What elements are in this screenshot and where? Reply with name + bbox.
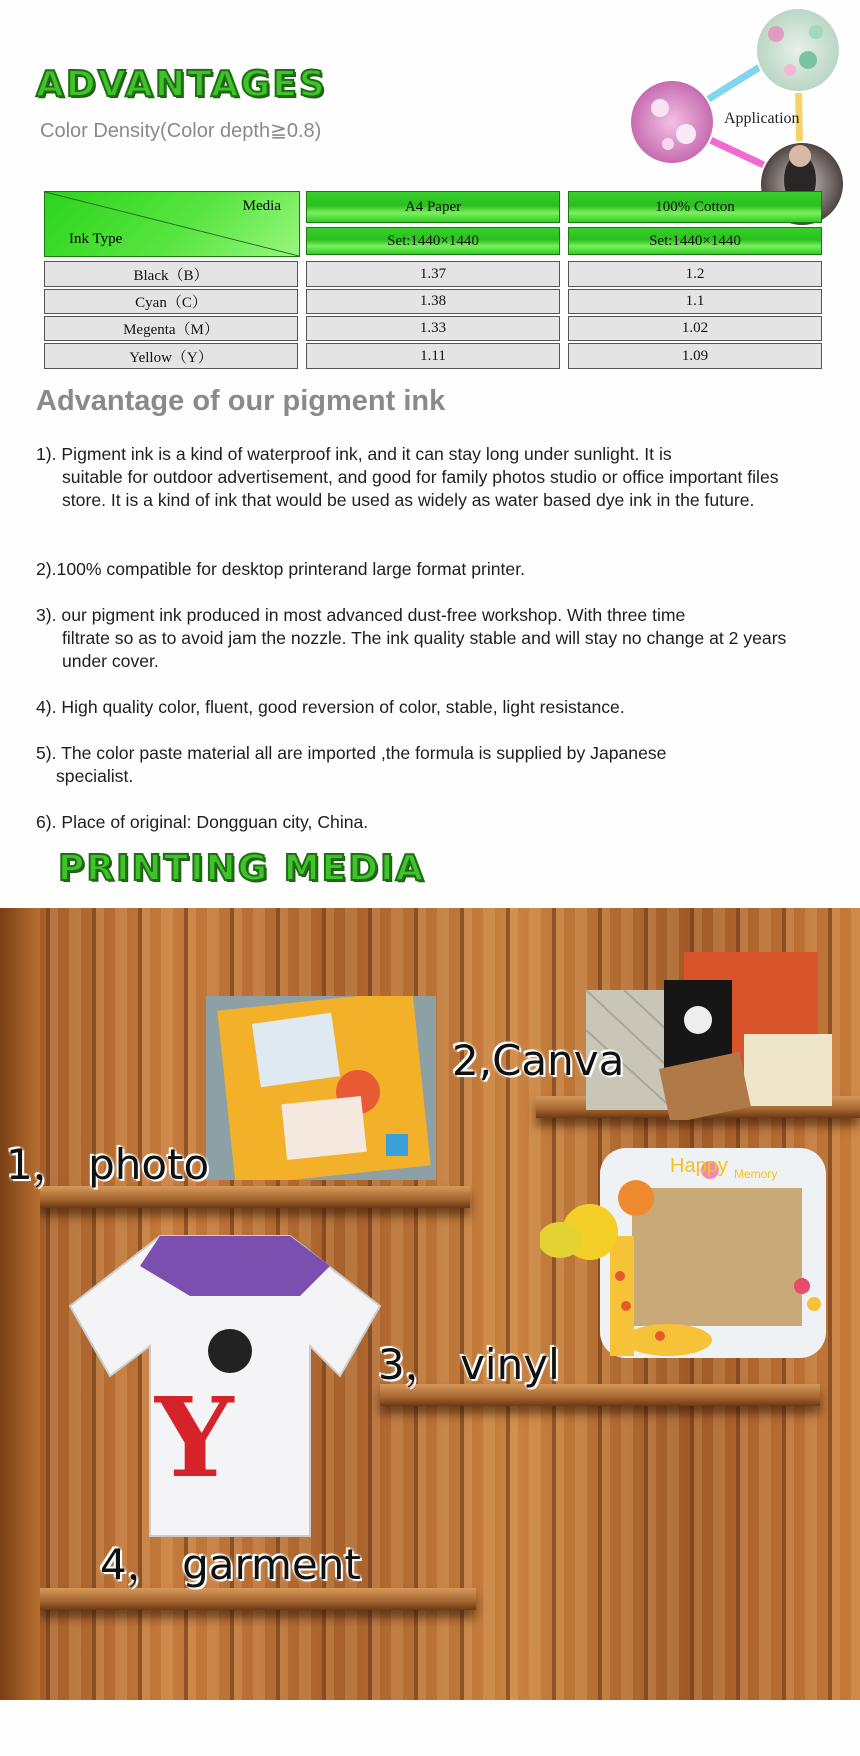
printed-t-shirt-icon: [60, 1226, 390, 1546]
printing-media-title: PRINTING MEDIA: [58, 848, 426, 889]
advantage-point: [36, 742, 826, 788]
column-set-a4-paper: Set:1440×1440: [306, 227, 560, 255]
media-label-photo: 1， photo: [6, 1140, 210, 1189]
row-cotton-value: 1.2: [568, 261, 822, 287]
media-label-canva: 2,Canva: [452, 1036, 625, 1085]
shopping-bags-icon: [584, 950, 834, 1120]
point-first-line: 1). Pigment ink is a kind of waterproof ink, and it can stay long under sunlight. It is: [36, 444, 672, 464]
point-continuation: filtrate so as to avoid jam the nozzle. The ink quality stable and will stay no change at 2 years under cover.: [62, 628, 787, 671]
advantage-point: [36, 558, 826, 581]
photo-paper-pack-icon: [206, 996, 436, 1180]
point-continuation: suitable for outdoor advertisement, and good for family photos studio or office important files store. It is a kind of ink that would be used as widely as water based dye ink in the future.: [62, 467, 779, 510]
advantages-title: ADVANTAGES: [36, 64, 327, 105]
column-set-cotton: Set:1440×1440: [568, 227, 822, 255]
frame-memory-text: Memory: [734, 1167, 778, 1181]
pigment-advantage-heading: Advantage of our pigment ink: [36, 385, 446, 417]
application-label: Application: [724, 110, 800, 127]
row-a4-value: 1.37: [306, 261, 560, 287]
row-ink-label: Black（B）: [44, 261, 298, 287]
wooden-shelf-scene: [0, 908, 860, 1700]
row-ink-label: Cyan（C）: [44, 289, 298, 314]
media-header-label: Media: [242, 198, 281, 214]
column-header-a4-paper: A4 Paper: [306, 191, 560, 223]
row-cotton-value: 1.09: [568, 343, 822, 369]
row-a4-value: 1.33: [306, 316, 560, 341]
table-corner-header: [44, 191, 300, 257]
advantage-point: [36, 443, 826, 512]
row-a4-value: 1.11: [306, 343, 560, 369]
media-label-garment: 4， garment: [100, 1540, 361, 1589]
row-ink-label: Megenta（M）: [44, 316, 298, 341]
frame-happy-text: Happy: [670, 1155, 728, 1177]
row-a4-value: 1.38: [306, 289, 560, 314]
shelf-side-panel: [0, 908, 40, 1700]
advantage-point: [36, 811, 826, 834]
point-first-line: 3). our pigment ink produced in most advanced dust-free workshop. With three time: [36, 605, 686, 625]
row-ink-label: Yellow（Y）: [44, 343, 298, 369]
giraffe-photo-frame-icon: [540, 1136, 830, 1372]
row-cotton-value: 1.02: [568, 316, 822, 341]
svg-text:Y: Y: [155, 1373, 234, 1502]
point-first-line: 6). Place of original: Dongguan city, China.: [36, 812, 369, 832]
color-density-subtitle: Color Density(Color depth≧0.8): [40, 120, 322, 142]
media-label-vinyl: 3， vinyl: [378, 1340, 560, 1389]
point-first-line: 5). The color paste material all are imported ,the formula is supplied by Japanese: [36, 743, 667, 763]
row-cotton-value: 1.1: [568, 289, 822, 314]
point-continuation: specialist.: [56, 766, 134, 786]
point-first-line: 4). High quality color, fluent, good reversion of color, stable, light resistance.: [36, 697, 625, 717]
point-first-line: 2).100% compatible for desktop printerand large format printer.: [36, 559, 525, 579]
advantage-point: [36, 604, 826, 673]
column-header-cotton: 100% Cotton: [568, 191, 822, 223]
ink-type-header-label: Ink Type: [69, 231, 123, 247]
advantage-point: [36, 696, 826, 719]
